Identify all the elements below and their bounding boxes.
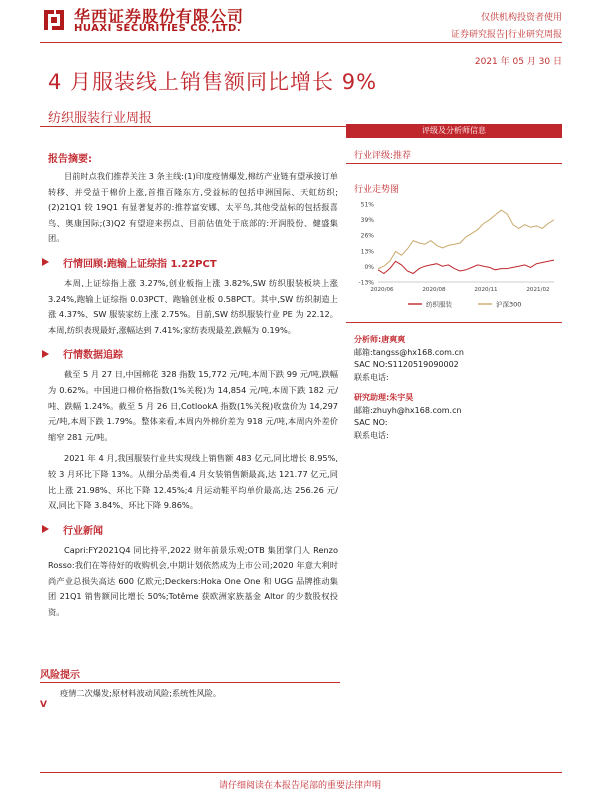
section-title-market-review: 行情回顾:跑输上证综指 1.22PCT — [63, 258, 217, 270]
series-line-textile-apparel — [378, 260, 554, 273]
rating-divider — [346, 163, 562, 164]
y-tick-label: 0% — [364, 263, 374, 271]
page-title: 4 月服装线上销售额同比增长 9% — [48, 70, 378, 94]
legal-footer: 请仔细阅读在本报告尾部的重要法律声明 — [218, 781, 381, 791]
data-tracking-text-1: 截至 5 月 27 日,中国棉花 328 指数 15,772 元/吨,本周下跌 99 元/吨,跌幅为 0.62%。中国进口棉价格指数(1%关税)为 14,854 元/吨,本周下跌 182 元/吨、跌幅 1.24%。截至 5 月 26 日,CotlookA 指数(1%关税)收盘价为 14,297 元/吨,本周下跌 1.79%。整体来看,本周内外棉价差为 918 元/吨,本周内外差价缩窄 281 元/吨。 — [48, 369, 338, 442]
section-heading — [42, 255, 338, 270]
y-tick-label: 51% — [360, 201, 374, 209]
x-tick-label: 2020/11 — [474, 287, 498, 293]
triangle-bullet-icon — [42, 258, 49, 266]
audience-note: 仅供机构投资者使用 — [480, 13, 562, 23]
y-tick-label: 26% — [360, 232, 374, 240]
industry-rating — [354, 148, 411, 161]
report-type: 证券研究报告|行业研究周报 — [450, 30, 562, 40]
risk-title: 风险提示 — [40, 670, 80, 681]
analyst-phone: 联系电话: — [354, 372, 389, 382]
triangle-bullet-icon — [42, 525, 49, 533]
assistant-block — [354, 392, 462, 442]
assistant-email[interactable]: 邮箱:zhuyh@hx168.com.cn — [354, 405, 462, 415]
rating-label: 行业评级: — [354, 151, 394, 161]
market-review-text: 本周,上证综指上涨 3.27%,创业板指上涨 3.82%,SW 纺织服装板块上涨 3.24%,跑输上证综指 0.03PCT、跑输创业板 0.58PCT。其中,SW 纺织制造上涨 4.37%、SW 服装家纺上涨 2.75%。目前,SW 纺织服装行业 PE 为 22.12。本周,纺织表现最好,涨幅达到 7.41%;家纺表现最差,跌幅为 0.19%。 — [48, 277, 338, 335]
trend-chart-title: 行业走势图 — [354, 185, 400, 195]
sidebar-header: 评级及分析师信息 — [346, 124, 562, 138]
y-tick-label: -13% — [358, 279, 374, 287]
risk-text: 疫情二次爆发;原材料波动风险;系统性风险。 — [60, 688, 222, 698]
assistant-name: 研究助理:朱宇昊 — [354, 393, 414, 402]
analyst-email[interactable]: 邮箱:tangss@hx168.com.cn — [354, 347, 464, 357]
summary-text: 目前时点我们推荐关注 3 条主线:(1)印度疫情爆发,棉纺产业链有望承接订单转移、并受益于棉价上涨,首推百隆东方,受益标的包括申洲国际、天虹纺织;(2)21Q1 较 19Q1 有显著复苏的:推荐富安娜、太平鸟,其他受益标的包括报喜鸟、奥康国际;(3)Q2 有望迎来拐点、目前估值处于底部的:开润股份、健盛集团。 — [48, 171, 338, 244]
section-title-data-tracking: 行情数据追踪 — [63, 350, 123, 362]
analyst-block — [354, 334, 464, 384]
company-logo-icon — [40, 6, 68, 34]
risk-divider — [40, 682, 340, 683]
trend-chart — [346, 196, 562, 318]
assistant-phone: 联系电话: — [354, 430, 389, 440]
analyst-name: 分析师:唐爽爽 — [354, 335, 406, 344]
y-tick-label: 13% — [360, 248, 374, 256]
industry-news-text: Capri:FY2021Q4 同比持平,2022 财年前景乐观;OTB 集团掌门人 Renzo Rosso:我们在等待好的收购机会,中期计划依然成为上市公司;2020 年意大利时尚产业总损失高达 600 亿欧元;Deckers:Hoka One One 和 UGG 品牌推动集团 21Q1 销售额同比增长 50%;Totême 获欧洲家族基金 Altor 的少数股权投资。 — [48, 544, 338, 618]
assistant-sac: SAC NO: — [354, 418, 388, 427]
company-name-cn: 华西证券股份有限公司 — [74, 7, 245, 26]
section-title-industry-news: 行业新闻 — [63, 525, 103, 537]
chart-divider — [346, 322, 562, 323]
triangle-bullet-icon — [42, 350, 49, 358]
company-name-en: HUAXI SECURITIES CO.,LTD. — [74, 23, 242, 34]
summary-title: 报告摘要: — [48, 154, 92, 165]
series-line-csi300 — [378, 210, 554, 269]
header-divider — [40, 42, 562, 43]
data-tracking-text-2: 2021 年 4 月,我国服装行业共实现线上销售额 483 亿元,同比增长 8.95%,较 3 月环比下降 13%。从细分品类看,4 月女装销售额最高,达 121.77 亿元,同比上涨 21.98%、环比下降 12.45%;4 月运动鞋平均单价最高,达 256.26 元/双,同比下降 3.84%、环比下降 9.86%。 — [48, 453, 338, 511]
footer-divider — [40, 772, 562, 773]
x-tick-label: 2020/08 — [422, 287, 446, 293]
page-subtitle: 纺织服装行业周报 — [48, 111, 153, 126]
legend-label: 沪深300 — [496, 300, 522, 309]
y-tick-label: 39% — [360, 217, 374, 225]
legend-label: 纺织服装 — [426, 300, 452, 309]
v-marker: V — [40, 700, 47, 710]
section-heading — [42, 346, 338, 361]
x-tick-label: 2021/02 — [526, 287, 550, 293]
analyst-sac: SAC NO:S1120519090002 — [354, 360, 459, 369]
report-date: 2021 年 05 月 30 日 — [474, 57, 562, 67]
rating-value: 推荐 — [393, 151, 412, 161]
x-tick-label: 2020/06 — [370, 287, 394, 293]
section-heading — [42, 522, 338, 537]
report-body — [48, 146, 338, 627]
